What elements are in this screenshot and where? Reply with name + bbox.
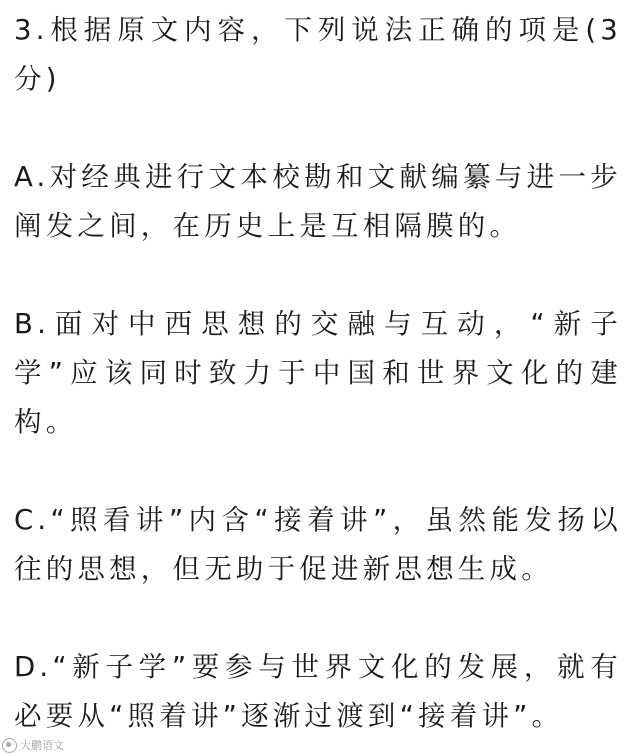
option-c: C.“照看讲”内含“接着讲”，虽然能发扬以往的思想，但无助于促进新思想生成。 bbox=[14, 504, 622, 585]
watermark-text: 大鹏语文 bbox=[20, 739, 64, 752]
option-a: A.对经典进行文本校勘和文献编纂与进一步阐发之间，在历史上是互相隔膜的。 bbox=[14, 161, 622, 242]
weibo-icon bbox=[2, 738, 17, 753]
question-stem: 3.根据原文内容，下列说法正确的项是(3分) bbox=[14, 14, 622, 95]
question-block bbox=[14, 6, 622, 741]
option-d: D.“新子学”要参与世界文化的发展，就有必要从“照着讲”逐渐过渡到“接着讲”。 bbox=[14, 651, 622, 732]
option-b: B.面对中西思想的交融与互动，“新子学”应该同时致力于中国和世界文化的建构。 bbox=[14, 308, 622, 438]
watermark bbox=[2, 737, 64, 753]
